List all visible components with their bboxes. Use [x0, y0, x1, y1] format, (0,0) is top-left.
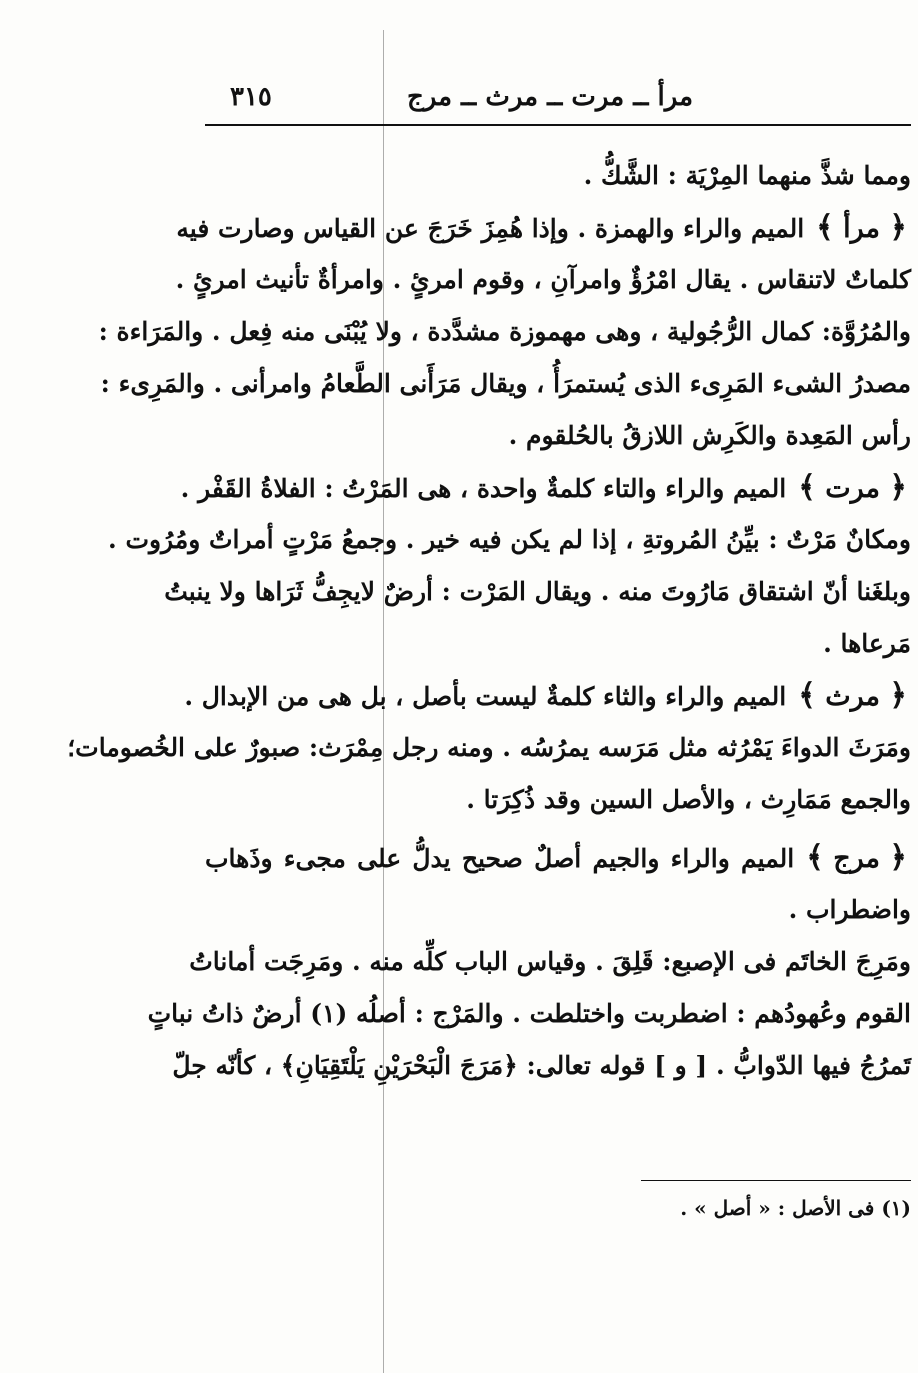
footnote: (١) فى الأصل : « أصل » .: [680, 1196, 911, 1220]
entry-heading: ﴿ مرج ﴾: [806, 840, 907, 875]
entry-heading: ﴿ مرث ﴾: [798, 678, 907, 713]
text-line: ومَرِجَ الخاتَم فى الإصبع: قَلِقَ . وقياس الباب كلِّه منه . ومَرِجَت أماناتُ: [189, 947, 911, 976]
page-header: [205, 80, 911, 120]
entry-heading: ﴿ مرأ ﴾: [816, 210, 907, 245]
text-line: ﴿ مرج ﴾الميم والراء والجيم أصلٌ صحيح يدلُّ على مجىء وذَهاب: [205, 832, 911, 884]
text-line: واضطراب .: [788, 895, 911, 924]
running-title: مرأ ــ مرت ــ مرث ــ مرج: [406, 82, 694, 112]
text-line: ومَرَثَ الدواءَ يَمْرُثه مثل مَرَسه يمرُسُه . ومنه رجل مِمْرَث: صبورٌ على الخُصومات؛: [67, 733, 911, 762]
text-line: ﴿ مرت ﴾الميم والراء والتاء كلمةٌ واحدة ، هى المَرْتُ : الفلاةُ القَفْر .: [205, 462, 911, 514]
header-rule: [205, 124, 911, 126]
text-line: وبلغَنا أنّ اشتقاق مَارُوتَ منه . ويقال المَرْت : أرضٌ لايجِفُّ ثَرَاها ولا ينبتُ: [164, 577, 911, 606]
text-line: ومما شذَّ منهما المِرْيَة : الشَّكُّ .: [583, 161, 911, 190]
text-line: ﴿ مرأ ﴾الميم والراء والهمزة . وإذا هُمِزَ خَرَجَ عن القياس وصارت فيه: [205, 202, 911, 254]
text-line: والجمع مَمَارِث ، والأصل السين وقد ذُكِرَتا .: [466, 785, 911, 814]
page-number: ٣١٥: [230, 82, 272, 112]
text-line: رأس المَعِدة والكَرِش اللازقُ بالحُلقوم .: [508, 421, 911, 450]
text-line: والمُرُوَّة: كمال الرُّجُولية ، وهى مهموزة مشدَّدة ، ولا يُبْنَى منه فِعل . والمَرَاءة :: [98, 317, 911, 346]
text-line: تَمرُجُ فيها الدّوابُّ . [ و ] قوله تعالى: ﴿مَرَجَ الْبَحْرَيْنِ يَلْتَقِيَانِ﴾ ، كأنّه جلّ: [172, 1051, 911, 1080]
text-line: مَرعاها .: [823, 629, 911, 658]
text-line: مصدرُ الشىء المَرِىء الذى يُستمرَأُ ، ويقال مَرَأَنى الطَّعامُ وامرأنى . والمَرِىء :: [100, 369, 911, 398]
text-line: ﴿ مرث ﴾الميم والراء والثاء كلمةٌ ليست بأصل ، بل هى من الإبدال .: [205, 670, 911, 722]
entry-heading: ﴿ مرت ﴾: [798, 470, 907, 505]
text-line: القوم وعُهودُهم : اضطربت واختلطت . والمَرْج : أصلُه (١) أرضٌ ذاتُ نباتٍ: [147, 999, 911, 1028]
footnote-rule: [641, 1180, 911, 1181]
page-body: [67, 150, 911, 1092]
text-line: كلماتٌ لاتنقاس . يقال امْرُؤٌ وامرآنِ ، وقوم امرئٍ . وامرأةٌ تأنيث امرئٍ .: [175, 265, 911, 294]
text-line: ومكانٌ مَرْتٌ : بيِّنُ المُروتةِ ، إذا لم يكن فيه خير . وجمعُ مَرْتٍ أمراتٌ ومُرُوت .: [108, 525, 911, 554]
